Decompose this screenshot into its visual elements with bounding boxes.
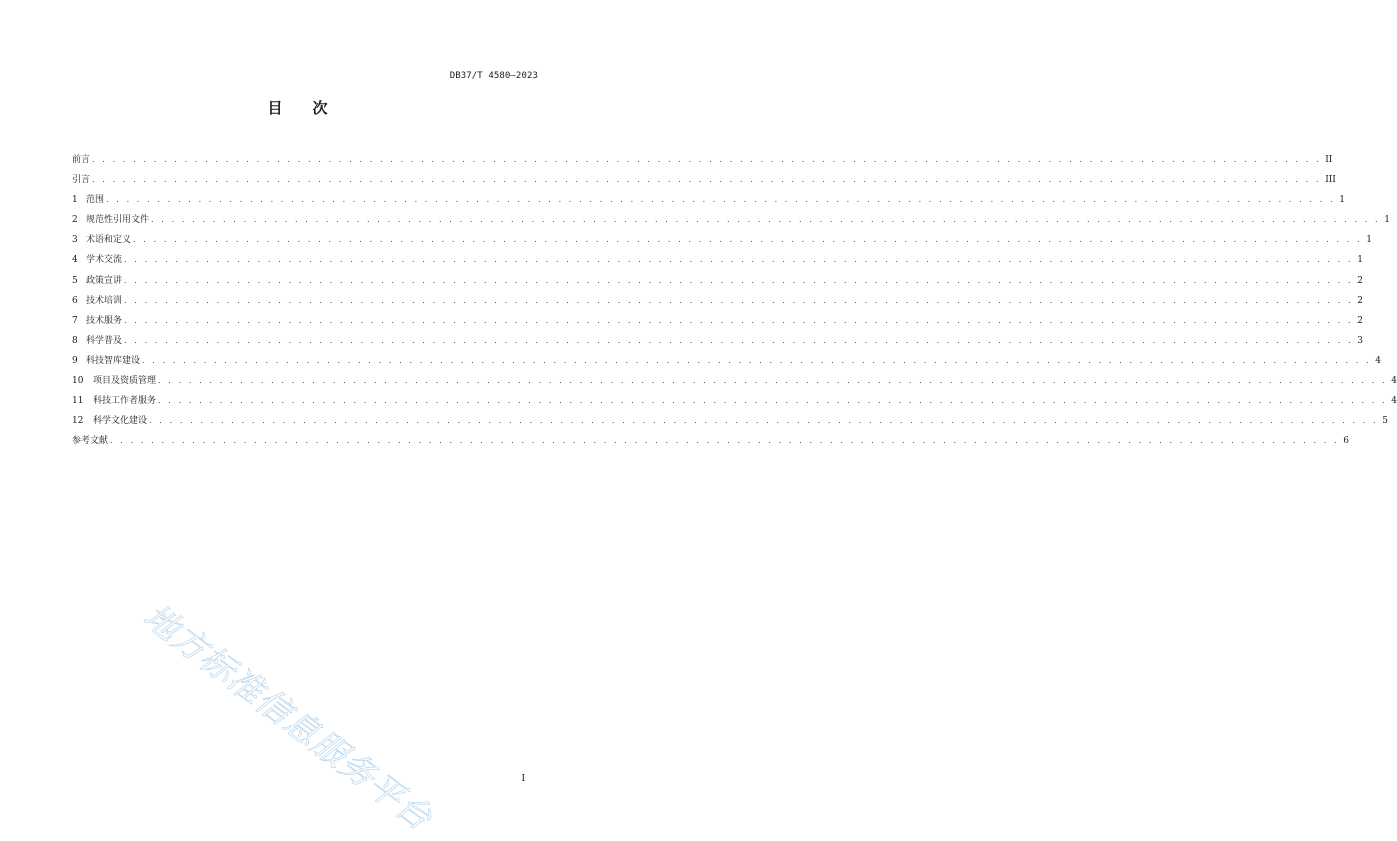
- toc-entry[interactable]: [72, 351, 1381, 371]
- toc-entry-label: 技术服务: [86, 315, 123, 326]
- toc-leader-dots: . . . . . . . . . . . . . . . . . . . . . . . . . . . . . . . . . . . . . . . . . . . . . . . . . . . . . . . . . . . . . . . . . . . . . . . . . . . . . . . . . . . . . . . . . . . . . . . . . . . . . . . . . . . . . . . . . . . . . . . .: [158, 396, 1388, 406]
- page-number: I: [521, 774, 525, 784]
- toc-leader-dots: . . . . . . . . . . . . . . . . . . . . . . . . . . . . . . . . . . . . . . . . . . . . . . . . . . . . . . . . . . . . . . . . . . . . . . . . . . . . . . . . . . . . . . . . . . . . . . . . . . . . . . . . . . . . . . . . . . . . . . . .: [158, 376, 1388, 386]
- toc-leader-dots: . . . . . . . . . . . . . . . . . . . . . . . . . . . . . . . . . . . . . . . . . . . . . . . . . . . . . . . . . . . . . . . . . . . . . . . . . . . . . . . . . . . . . . . . . . . . . . . . . . . . . . . . . . . . . . . . . . . . . . . .: [142, 355, 1372, 365]
- toc-entry-number: 1: [72, 195, 78, 206]
- toc-entry[interactable]: [72, 170, 1336, 190]
- toc-entry-label: 学术交流: [86, 255, 123, 266]
- toc-entry-page: III: [1325, 175, 1336, 186]
- toc-leader-dots: . . . . . . . . . . . . . . . . . . . . . . . . . . . . . . . . . . . . . . . . . . . . . . . . . . . . . . . . . . . . . . . . . . . . . . . . . . . . . . . . . . . . . . . . . . . . . . . . . . . . . . . . . . . . . . . . . . . . . . . .: [124, 315, 1354, 325]
- toc-entry[interactable]: [72, 210, 1390, 230]
- toc-entry-label: 引言: [72, 175, 91, 186]
- toc-entry-page: 4: [1391, 376, 1397, 387]
- toc-entry-number: 8: [72, 335, 78, 346]
- toc-entry-page: II: [1325, 155, 1333, 165]
- toc-entry-number: 6: [72, 295, 78, 306]
- toc-entry-number: 5: [72, 275, 78, 286]
- toc-leader-dots: . . . . . . . . . . . . . . . . . . . . . . . . . . . . . . . . . . . . . . . . . . . . . . . . . . . . . . . . . . . . . . . . . . . . . . . . . . . . . . . . . . . . . . . . . . . . . . . . . . . . . . . . . . . . . . . . . . . . . . . .: [151, 215, 1381, 225]
- toc-entry-page: 2: [1357, 315, 1363, 326]
- toc-entry[interactable]: [72, 391, 1397, 411]
- toc-leader-dots: . . . . . . . . . . . . . . . . . . . . . . . . . . . . . . . . . . . . . . . . . . . . . . . . . . . . . . . . . . . . . . . . . . . . . . . . . . . . . . . . . . . . . . . . . . . . . . . . . . . . . . . . . . . . . . . . . . . . . . . .: [92, 155, 1322, 164]
- toc-entry-label: 范围: [86, 195, 105, 206]
- toc-entry-label: 参考文献: [72, 436, 109, 447]
- toc-entry-page: 4: [1391, 396, 1397, 407]
- toc-entry[interactable]: [72, 250, 1363, 270]
- toc-leader-dots: . . . . . . . . . . . . . . . . . . . . . . . . . . . . . . . . . . . . . . . . . . . . . . . . . . . . . . . . . . . . . . . . . . . . . . . . . . . . . . . . . . . . . . . . . . . . . . . . . . . . . . . . . . . . . . . . . . . . . . . .: [133, 235, 1363, 245]
- toc-entry[interactable]: [72, 411, 1388, 431]
- table-of-contents: [72, 150, 1397, 451]
- toc-entry[interactable]: [72, 431, 1349, 451]
- toc-entry[interactable]: [72, 311, 1363, 331]
- toc-entry-page: 2: [1357, 275, 1363, 286]
- toc-entry-page: 3: [1357, 335, 1363, 346]
- toc-entry-page: 1: [1384, 215, 1390, 226]
- toc-entry[interactable]: [72, 150, 1333, 170]
- toc-entry-number: 12: [72, 416, 84, 427]
- toc-entry[interactable]: [72, 331, 1363, 351]
- toc-entry-page: 2: [1357, 295, 1363, 306]
- toc-entry-label: 科技智库建设: [86, 355, 141, 366]
- toc-leader-dots: . . . . . . . . . . . . . . . . . . . . . . . . . . . . . . . . . . . . . . . . . . . . . . . . . . . . . . . . . . . . . . . . . . . . . . . . . . . . . . . . . . . . . . . . . . . . . . . . . . . . . . . . . . . . . . . . . . . . . . . .: [124, 335, 1354, 345]
- toc-entry-label: 科学文化建设: [93, 416, 148, 427]
- toc-entry-number: 11: [72, 396, 84, 407]
- toc-entry-label: 科学普及: [86, 335, 123, 346]
- toc-entry-label: 项目及资质管理: [93, 376, 157, 387]
- toc-entry-page: 1: [1366, 235, 1372, 246]
- toc-entry-label: 规范性引用文件: [86, 215, 150, 226]
- toc-entry-page: 6: [1343, 436, 1349, 447]
- toc-entry-number: 7: [72, 315, 78, 326]
- toc-entry-label: 前言: [72, 155, 91, 165]
- toc-leader-dots: . . . . . . . . . . . . . . . . . . . . . . . . . . . . . . . . . . . . . . . . . . . . . . . . . . . . . . . . . . . . . . . . . . . . . . . . . . . . . . . . . . . . . . . . . . . . . . . . . . . . . . . . . . . . . . . . . . . . . . . .: [124, 295, 1354, 305]
- toc-leader-dots: . . . . . . . . . . . . . . . . . . . . . . . . . . . . . . . . . . . . . . . . . . . . . . . . . . . . . . . . . . . . . . . . . . . . . . . . . . . . . . . . . . . . . . . . . . . . . . . . . . . . . . . . . . . . . . . . . . . . . . . .: [149, 416, 1379, 426]
- watermark: 地方标准信息服务平台: [135, 596, 440, 839]
- toc-entry-label: 技术培训: [86, 295, 123, 306]
- toc-entry[interactable]: [72, 291, 1363, 311]
- toc-leader-dots: . . . . . . . . . . . . . . . . . . . . . . . . . . . . . . . . . . . . . . . . . . . . . . . . . . . . . . . . . . . . . . . . . . . . . . . . . . . . . . . . . . . . . . . . . . . . . . . . . . . . . . . . . . . . . . . . . . . . . . . .: [106, 195, 1336, 205]
- toc-entry-page: 5: [1382, 416, 1388, 427]
- toc-entry-page: 1: [1339, 195, 1345, 206]
- standard-code: DB37/T 4580—2023: [449, 71, 538, 81]
- toc-entry[interactable]: [72, 271, 1363, 291]
- toc-entry-number: 4: [72, 255, 78, 266]
- page-title: 目 次: [267, 99, 328, 117]
- toc-leader-dots: . . . . . . . . . . . . . . . . . . . . . . . . . . . . . . . . . . . . . . . . . . . . . . . . . . . . . . . . . . . . . . . . . . . . . . . . . . . . . . . . . . . . . . . . . . . . . . . . . . . . . . . . . . . . . . . . . . . . . . . .: [110, 436, 1340, 446]
- toc-entry-page: 1: [1357, 255, 1363, 266]
- toc-entry-label: 政策宣讲: [86, 275, 123, 286]
- toc-leader-dots: . . . . . . . . . . . . . . . . . . . . . . . . . . . . . . . . . . . . . . . . . . . . . . . . . . . . . . . . . . . . . . . . . . . . . . . . . . . . . . . . . . . . . . . . . . . . . . . . . . . . . . . . . . . . . . . . . . . . . . . .: [124, 275, 1354, 285]
- toc-leader-dots: . . . . . . . . . . . . . . . . . . . . . . . . . . . . . . . . . . . . . . . . . . . . . . . . . . . . . . . . . . . . . . . . . . . . . . . . . . . . . . . . . . . . . . . . . . . . . . . . . . . . . . . . . . . . . . . . . . . . . . . .: [124, 255, 1354, 265]
- toc-entry-number: 10: [72, 376, 84, 387]
- toc-entry-label: 科技工作者服务: [93, 396, 157, 407]
- toc-entry-page: 4: [1375, 355, 1381, 366]
- toc-entry[interactable]: [72, 190, 1345, 210]
- toc-entry-number: 9: [72, 355, 78, 366]
- toc-entry-number: 3: [72, 235, 78, 246]
- toc-entry[interactable]: [72, 230, 1372, 250]
- toc-entry-number: 2: [72, 215, 78, 226]
- toc-entry-label: 术语和定义: [86, 235, 132, 246]
- toc-leader-dots: . . . . . . . . . . . . . . . . . . . . . . . . . . . . . . . . . . . . . . . . . . . . . . . . . . . . . . . . . . . . . . . . . . . . . . . . . . . . . . . . . . . . . . . . . . . . . . . . . . . . . . . . . . . . . . . . . . . . . . . .: [92, 175, 1322, 185]
- toc-entry[interactable]: [72, 371, 1397, 391]
